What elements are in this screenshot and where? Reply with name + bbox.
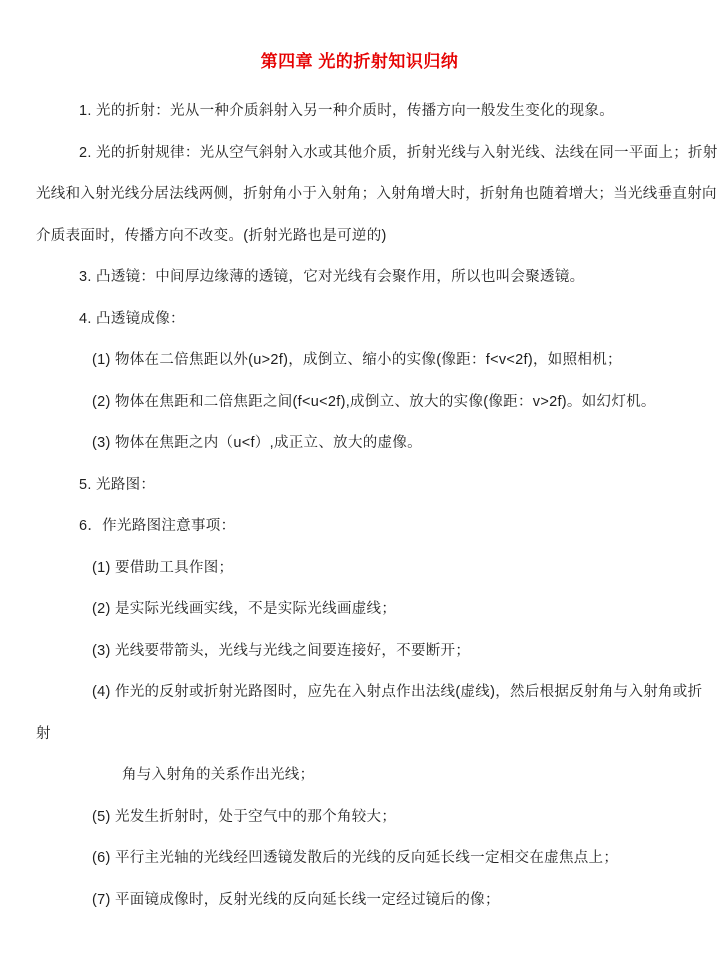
text-line: (4) 作光的反射或折射光路图时，应先在入射点作出法线(虚线)，然后根据反射角与入射角或折 bbox=[92, 684, 703, 700]
text-line: 2. 光的折射规律：光从空气斜射入水或其他介质，折射光线与入射光线、法线在同一平面上；折射 bbox=[79, 144, 718, 161]
text-line: (2) 是实际光线画实线，不是实际光线画虚线； bbox=[92, 601, 397, 617]
text-line: (5) 光发生折射时，处于空气中的那个角较大； bbox=[92, 808, 397, 825]
text-line: 1. 光的折射：光从一种介质斜射入另一种介质时，传播方向一般发生变化的现象。 bbox=[79, 103, 615, 119]
text-line: (7) 平面镜成像时，反射光线的反向延长线一定经过镜后的像； bbox=[92, 891, 500, 908]
text-line: 5. 光路图： bbox=[79, 476, 156, 493]
text-line: 3. 凸透镜：中间厚边缘薄的透镜，它对光线有会聚作用，所以也叫会聚透镜。 bbox=[79, 269, 585, 285]
text-line: 射 bbox=[36, 725, 51, 742]
text-line: (1) 物体在二倍焦距以外(u>2f)，成倒立、缩小的实像(像距：f<v<2f)，如照相机； bbox=[92, 352, 622, 368]
text-line: (2) 物体在焦距和二倍焦距之间(f<u<2f),成倒立、放大的实像(像距：v>2f)。如幻灯机。 bbox=[92, 393, 656, 410]
text-line: 4. 凸透镜成像： bbox=[79, 310, 185, 327]
document-title: 第四章 光的折射知识归纳 bbox=[260, 52, 459, 71]
text-line: (6) 平行主光轴的光线经凹透镜发散后的光线的反向延长线一定相交在虚焦点上； bbox=[92, 850, 619, 866]
text-line: (3) 物体在焦距之内（u<f）,成正立、放大的虚像。 bbox=[92, 435, 422, 451]
text-line: 光线和入射光线分居法线两侧，折射角小于入射角；入射角增大时，折射角也随着增大；当光线垂直射向 bbox=[36, 186, 717, 202]
text-line: (1) 要借助工具作图； bbox=[92, 559, 234, 576]
text-line: 介质表面时，传播方向不改变。(折射光路也是可逆的) bbox=[36, 227, 387, 244]
text-line: (3) 光线要带箭头，光线与光线之间要连接好，不要断开； bbox=[92, 642, 471, 659]
document-body bbox=[0, 74, 719, 921]
text-line: 6．作光路图注意事项： bbox=[79, 518, 236, 534]
text-line: 角与入射角的关系作出光线； bbox=[122, 767, 315, 783]
